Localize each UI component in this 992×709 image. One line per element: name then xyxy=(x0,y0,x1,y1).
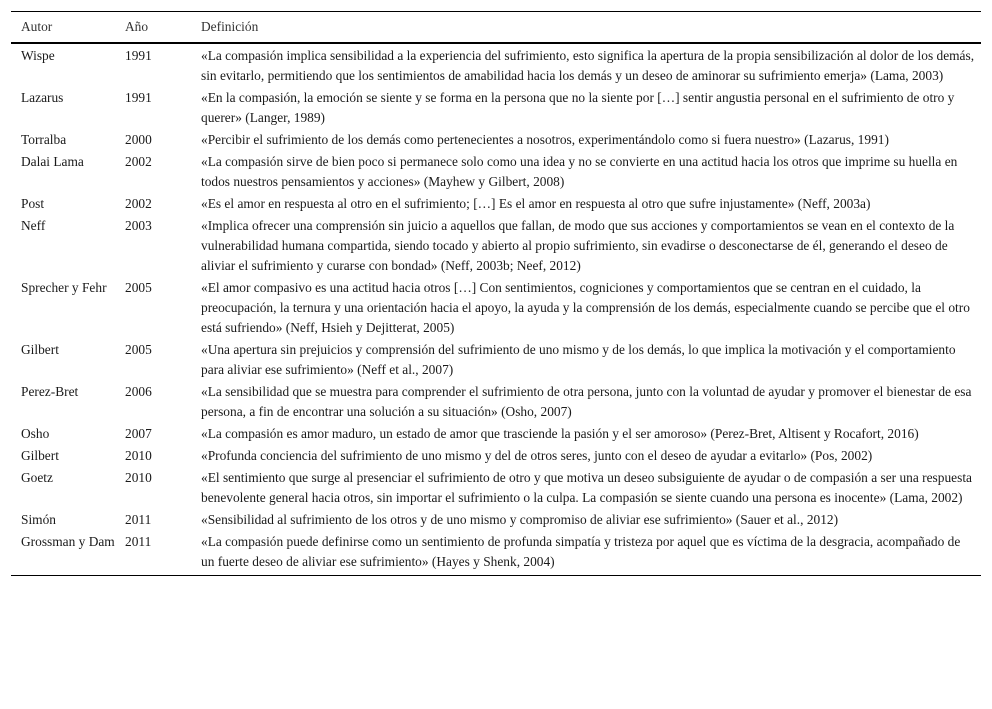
table-row xyxy=(11,509,981,531)
cell-anio: 2005 xyxy=(125,342,152,357)
cell-definicion: «En la compasión, la emoción se siente y se forma en la persona que no la siente por […] sentir angustia personal en el sufrimiento de otro y querer» (Langer, 1989) xyxy=(201,90,955,125)
cell-definicion: «Una apertura sin prejuicios y comprensión del sufrimiento de uno mismo y de los demás, lo que implica la motivación y el comportamiento para aliviar ese sufrimiento» (Neff et al., 2007) xyxy=(201,342,956,377)
cell-autor: Gilbert xyxy=(21,448,59,463)
cell-autor: Wispe xyxy=(21,48,55,63)
cell-anio: 2003 xyxy=(125,218,152,233)
table-row xyxy=(11,339,981,381)
table-row xyxy=(11,531,981,576)
table-row xyxy=(11,423,981,445)
cell-autor: Post xyxy=(21,196,45,211)
header-row xyxy=(11,12,981,44)
cell-anio: 2010 xyxy=(125,448,152,463)
cell-anio: 2010 xyxy=(125,470,152,485)
table-row xyxy=(11,215,981,277)
table-row xyxy=(11,381,981,423)
cell-autor: Dalai Lama xyxy=(21,154,84,169)
header-autor: Autor xyxy=(21,19,53,34)
cell-definicion: «La sensibilidad que se muestra para comprender el sufrimiento de otra persona, junto con la voluntad de ayudar y promover el bienestar de esa persona, a fin de encontrar una solución a su situación» (Osho, 2007) xyxy=(201,384,972,419)
cell-autor: Osho xyxy=(21,426,50,441)
cell-definicion: «La compasión puede definirse como un sentimiento de profunda simpatía y tristeza por aquel que es víctima de la desgracia, acompañado de un fuerte deseo de aliviar ese sufrimiento» (Hayes y Shenk, 2004) xyxy=(201,534,961,569)
table-row xyxy=(11,129,981,151)
cell-anio: 2002 xyxy=(125,196,152,211)
cell-definicion: «Percibir el sufrimiento de los demás como pertenecientes a nosotros, experimentándolo como si fuera nuestro» (Lazarus, 1991) xyxy=(201,132,889,147)
cell-definicion: «Profunda conciencia del sufrimiento de uno mismo y del de otros seres, junto con el deseo de ayudar a evitarlo» (Pos, 2002) xyxy=(201,448,873,463)
cell-anio: 2002 xyxy=(125,154,152,169)
cell-definicion: «El amor compasivo es una actitud hacia otros […] Con sentimientos, cogniciones y comportamientos que se centran en el cuidado, la preocupación, la ternura y una orientación hacia el apoyo, la ayuda y la comprensión de los demás, especialmente cuando se percibe que el otro está sufriendo» (Neff, Hsieh y Dejitterat, 2005) xyxy=(201,280,970,335)
cell-autor: Perez-Bret xyxy=(21,384,79,399)
compassion-definitions-table xyxy=(11,11,981,576)
cell-autor: Neff xyxy=(21,218,46,233)
cell-anio: 1991 xyxy=(125,90,152,105)
table-row xyxy=(11,87,981,129)
cell-anio: 2011 xyxy=(125,512,152,527)
cell-anio: 2007 xyxy=(125,426,152,441)
table-header xyxy=(11,12,981,44)
table-row xyxy=(11,43,981,87)
header-anio: Año xyxy=(125,19,149,34)
definitions-table-container xyxy=(11,11,981,576)
cell-anio: 2011 xyxy=(125,534,152,549)
cell-autor: Lazarus xyxy=(21,90,64,105)
cell-definicion: «La compasión sirve de bien poco si permanece solo como una idea y no se convierte en una actitud hacia los otros que imprime su huella en todos nuestros pensamientos y acciones» (Mayhew y Gilbert, 2008) xyxy=(201,154,958,189)
table-row xyxy=(11,193,981,215)
cell-definicion: «La compasión implica sensibilidad a la experiencia del sufrimiento, esto significa la apertura de la propia sensibilización al dolor de los demás, sin evitarlo, permitiendo que los sentimientos de amabilidad hacia los demás y un deseo de aminorar su sufrimiento emerja» (Lama, 2003) xyxy=(201,48,975,83)
cell-autor: Torralba xyxy=(21,132,67,147)
table-row xyxy=(11,277,981,339)
cell-anio: 2005 xyxy=(125,280,152,295)
cell-autor: Sprecher y Fehr xyxy=(21,280,107,295)
table-row xyxy=(11,445,981,467)
cell-definicion: «Es el amor en respuesta al otro en el sufrimiento; […] Es el amor en respuesta al otro que sufre injustamente» (Neff, 2003a) xyxy=(201,196,871,211)
cell-autor: Grossman y Dam xyxy=(21,534,115,549)
table-body xyxy=(11,43,981,576)
table-row xyxy=(11,151,981,193)
cell-anio: 1991 xyxy=(125,48,152,63)
cell-definicion: «La compasión es amor maduro, un estado de amor que trasciende la pasión y el ser amoroso» (Perez-Bret, Altisent y Rocafort, 2016) xyxy=(201,426,919,441)
cell-definicion: «Sensibilidad al sufrimiento de los otros y de uno mismo y compromiso de aliviar ese sufrimiento» (Sauer et al., 2012) xyxy=(201,512,839,527)
cell-autor: Simón xyxy=(21,512,56,527)
table-row xyxy=(11,467,981,509)
cell-autor: Gilbert xyxy=(21,342,59,357)
cell-autor: Goetz xyxy=(21,470,53,485)
cell-anio: 2000 xyxy=(125,132,152,147)
cell-anio: 2006 xyxy=(125,384,152,399)
cell-definicion: «El sentimiento que surge al presenciar el sufrimiento de otro y que motiva un deseo subsiguiente de ayudar o de compasión a ser una respuesta benevolente general hacia otros, sin importar el sufrimiento o la culpa. La compasión se siente cuando una persona es inocente» (Lama, 2002) xyxy=(201,470,972,505)
header-definicion: Definición xyxy=(201,19,259,34)
cell-definicion: «Implica ofrecer una comprensión sin juicio a aquellos que fallan, de modo que sus acciones y comportamientos se vean en el contexto de la vulnerabilidad humana compartida, siendo tocado y abierto al propio sufrimiento, sin evadirse o desconectarse de él, generando el deseo de aliviar el sufrimiento y curarse con bondad» (Neff, 2003b; Neef, 2012) xyxy=(201,218,955,273)
